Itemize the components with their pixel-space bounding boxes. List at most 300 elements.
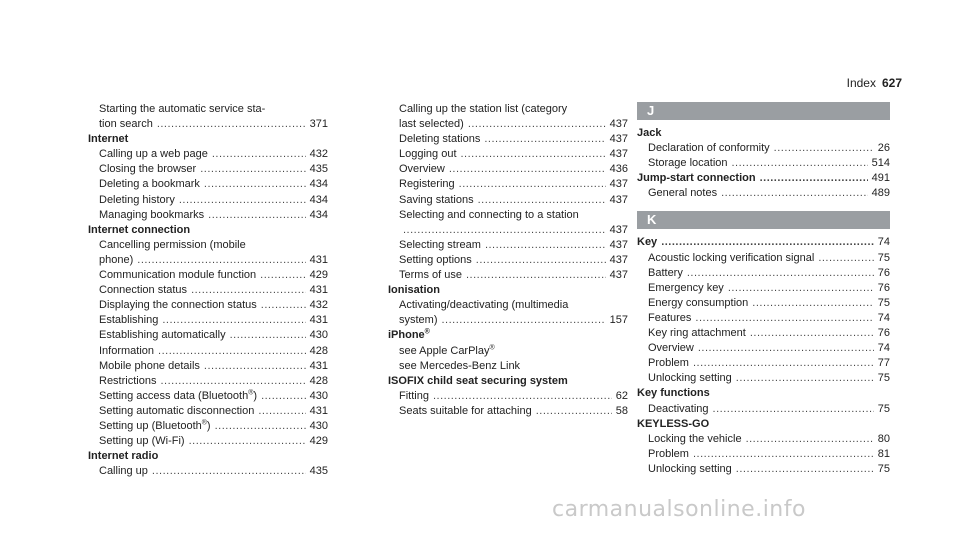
page-ref: 491: [871, 172, 890, 185]
entry-label: [99, 419, 211, 434]
page-ref: 431: [309, 404, 328, 417]
dot-leader: [158, 344, 306, 359]
index-entry: [388, 193, 628, 208]
index-entry: [637, 432, 890, 447]
entry-text: Displaying the connection status: [99, 299, 257, 312]
entry-label: [399, 268, 462, 283]
entry-text: see Apple CarPlay: [399, 344, 490, 357]
entry-text: Terms of use: [399, 269, 462, 282]
entry-text: Mobile phone details: [99, 359, 200, 372]
page-ref: 436: [609, 163, 628, 176]
index-heading: [388, 374, 628, 389]
page-ref: 74: [877, 311, 890, 324]
dot-leader: [204, 177, 306, 192]
entry-text: phone): [99, 253, 134, 266]
entry-text: ISOFIX child seat securing system: [388, 374, 568, 387]
page-ref: 437: [609, 133, 628, 146]
index-entry: [637, 341, 890, 356]
entry-text: Features: [648, 311, 692, 324]
dot-leader: [212, 147, 306, 162]
entry-text: Deleting a bookmark: [99, 178, 200, 191]
entry-label: [99, 464, 148, 479]
entry-label: [637, 235, 657, 250]
index-letter-bar: J: [637, 102, 890, 120]
dot-leader: [695, 311, 873, 326]
entry-label: [99, 177, 200, 192]
entry-label: [648, 447, 689, 462]
dot-leader: [774, 141, 874, 156]
index-entry: [88, 147, 328, 162]
dot-leader: [750, 326, 874, 341]
spacer: [637, 201, 890, 211]
entry-text: Unlocking setting: [648, 372, 732, 385]
entry-text: KEYLESS-GO: [637, 417, 710, 430]
entry-label: [399, 404, 532, 419]
page-ref: 437: [609, 253, 628, 266]
dot-leader: [230, 328, 306, 343]
index-heading: [88, 449, 328, 464]
index-entry: [88, 298, 328, 313]
entry-text: Selecting and connecting to a station: [399, 208, 579, 221]
page-ref: 428: [309, 374, 328, 387]
entry-text: Internet radio: [88, 450, 159, 463]
entry-label: [388, 374, 568, 389]
entry-label: [648, 356, 689, 371]
page-ref: 75: [877, 402, 890, 415]
entry-label: [88, 449, 158, 464]
index-entry: [637, 186, 890, 201]
entry-text: Seats suitable for attaching: [399, 404, 532, 417]
index-entry: [88, 464, 328, 479]
entry-text: Key ring attachment: [648, 327, 746, 340]
entry-label: [99, 389, 257, 404]
page-ref: 76: [877, 281, 890, 294]
index-entry: [88, 434, 328, 449]
dot-leader: [157, 117, 306, 132]
entry-text: Setting access data (Bluetooth: [99, 389, 249, 402]
entry-label: [648, 341, 694, 356]
entry-text: Key: [637, 236, 658, 249]
entry-text: Problem: [648, 447, 689, 460]
entry-label: [399, 102, 567, 117]
entry-text: Starting the automatic service sta-: [99, 103, 266, 115]
dot-leader: [191, 283, 306, 298]
entry-label: [648, 311, 691, 326]
index-heading: [637, 171, 890, 186]
entry-label: [399, 238, 481, 253]
index-entry: [388, 238, 628, 253]
page-ref: 75: [877, 251, 890, 264]
page-ref: 437: [609, 223, 628, 236]
entry-text: Communication module function: [99, 269, 257, 282]
index-entry: [88, 268, 328, 283]
entry-text: Connection status: [99, 284, 188, 297]
index-entry: [388, 147, 628, 162]
entry-text: Overview: [399, 163, 445, 176]
dot-leader: [261, 389, 306, 404]
entry-text: Setting up (Bluetooth: [99, 419, 202, 432]
entry-text: Managing bookmarks: [99, 208, 205, 221]
index-entry: [88, 389, 328, 404]
entry-label: [99, 298, 257, 313]
index-entry: [388, 389, 628, 404]
index-entry: [388, 253, 628, 268]
dot-leader: [208, 208, 305, 223]
page-ref: 434: [309, 178, 328, 191]
entry-label: [648, 266, 683, 281]
page-ref: 76: [877, 327, 890, 340]
index-entry: [637, 447, 890, 462]
entry-label: [399, 313, 438, 328]
entry-text: Setting options: [399, 253, 472, 266]
page-ref: 428: [309, 344, 328, 357]
entry-text: Internet connection: [88, 223, 191, 236]
entry-text: Establishing: [99, 314, 159, 327]
index-entry: [388, 268, 628, 283]
page-ref: 81: [877, 447, 890, 460]
dot-leader: [461, 147, 606, 162]
index-heading: [388, 283, 628, 298]
index-entry: [388, 162, 628, 177]
entry-label: [99, 359, 200, 374]
dot-leader: [693, 447, 874, 462]
entry-label: [648, 281, 724, 296]
page-ref: 431: [309, 314, 328, 327]
index-entry: [388, 298, 628, 313]
index-entry: [637, 281, 890, 296]
entry-label: [399, 117, 464, 132]
entry-label: [637, 126, 661, 141]
index-entry: [388, 117, 628, 132]
entry-text: Logging out: [399, 148, 457, 161]
dot-leader: [746, 432, 874, 447]
index-entry: [637, 371, 890, 386]
entry-label: [99, 434, 185, 449]
entry-label: [637, 171, 756, 186]
index-entry: [388, 404, 628, 419]
index-entry: [637, 296, 890, 311]
dot-leader: [466, 268, 606, 283]
page-header: [847, 76, 902, 90]
entry-label: [88, 223, 190, 238]
page-ref: 434: [309, 193, 328, 206]
index-column-3: [637, 102, 890, 477]
entry-label: [99, 344, 154, 359]
entry-label: [99, 238, 246, 253]
index-entry: [637, 141, 890, 156]
index-entry: [88, 238, 328, 253]
dot-leader: [713, 402, 874, 417]
registered-mark: ®: [489, 343, 495, 351]
dot-leader: [179, 193, 306, 208]
entry-text: General notes: [648, 187, 718, 200]
entry-label: [399, 298, 568, 313]
entry-label: [399, 193, 474, 208]
entry-label: [648, 462, 732, 477]
index-entry: [388, 359, 628, 374]
entry-label: [648, 296, 748, 311]
index-entry: [388, 208, 628, 223]
registered-mark: ®: [201, 419, 207, 427]
dot-leader: [736, 371, 874, 386]
page-ref: 489: [871, 187, 890, 200]
index-entry: [637, 356, 890, 371]
dot-leader: [818, 251, 873, 266]
entry-label: [99, 208, 204, 223]
page-ref: 431: [309, 359, 328, 372]
entry-text: Information: [99, 344, 155, 357]
entry-text: Restrictions: [99, 374, 157, 387]
page-ref: 75: [877, 296, 890, 309]
page-ref: 431: [309, 253, 328, 266]
index-entry: [637, 462, 890, 477]
entry-text: Fitting: [399, 389, 429, 402]
entry-label: [388, 283, 440, 298]
entry-text: Setting automatic disconnection: [99, 404, 255, 417]
registered-mark: ®: [424, 328, 430, 336]
dot-leader: [162, 313, 305, 328]
entry-text: tion search: [99, 118, 153, 131]
entry-label: [399, 147, 457, 162]
entry-label: [99, 253, 133, 268]
entry-text: Battery: [648, 266, 683, 279]
page-ref: 437: [609, 269, 628, 282]
index-heading: [637, 417, 890, 432]
entry-text: Energy consumption: [648, 296, 749, 309]
entry-text: Saving stations: [399, 193, 474, 206]
index-column-2: [388, 102, 628, 419]
page-ref: 371: [309, 118, 328, 131]
page-ref: 430: [309, 329, 328, 342]
entry-text-tail: ): [206, 419, 211, 432]
dot-leader: [693, 356, 874, 371]
entry-text: Acoustic locking verification signal: [648, 251, 815, 264]
index-column-1: [88, 102, 328, 479]
page-ref: 437: [609, 178, 628, 191]
index-entry: [88, 177, 328, 192]
entry-label: [99, 404, 254, 419]
entry-text: Calling up a web page: [99, 148, 208, 161]
entry-label: [99, 102, 265, 117]
index-entry: [388, 344, 628, 359]
dot-leader: [260, 268, 306, 283]
entry-label: [88, 132, 128, 147]
page-ref: 437: [609, 148, 628, 161]
index-entry: [88, 253, 328, 268]
entry-label: [399, 132, 480, 147]
page-ref: 429: [309, 269, 328, 282]
dot-leader: [449, 162, 606, 177]
entry-text-tail: ): [253, 389, 258, 402]
page-ref: 429: [309, 435, 328, 448]
page-ref: 434: [309, 208, 328, 221]
index-entry: [88, 102, 328, 117]
entry-label: [399, 344, 495, 359]
registered-mark: ®: [248, 389, 254, 397]
index-entry: [88, 193, 328, 208]
entry-label: [399, 253, 472, 268]
dot-leader: [721, 186, 868, 201]
entry-text: Jack: [637, 127, 662, 139]
page-ref: 157: [609, 314, 628, 327]
dot-leader: [736, 462, 874, 477]
index-heading: [637, 235, 890, 250]
entry-label: [399, 359, 520, 374]
entry-label: [99, 147, 208, 162]
index-entry: [388, 223, 628, 238]
index-heading: [88, 132, 328, 147]
entry-label: [99, 117, 153, 132]
entry-text: last selected): [399, 118, 464, 131]
index-entry: [88, 374, 328, 389]
index-entry: [388, 177, 628, 192]
entry-label: [648, 141, 770, 156]
entry-text: Declaration of conformity: [648, 142, 770, 155]
entry-text: Problem: [648, 357, 689, 370]
index-entry: [88, 117, 328, 132]
entry-text: Internet: [88, 133, 129, 146]
page-ref: 26: [877, 142, 890, 155]
page-ref: 430: [309, 389, 328, 402]
entry-text: Selecting stream: [399, 238, 481, 251]
page-ref: 435: [309, 465, 328, 478]
entry-text: Unlocking setting: [648, 462, 732, 475]
index-entry: [388, 102, 628, 117]
entry-text: Closing the browser: [99, 163, 197, 176]
entry-label: [99, 374, 156, 389]
dot-leader: [200, 162, 305, 177]
entry-label: [399, 162, 445, 177]
page-ref: 77: [877, 357, 890, 370]
index-entry: [88, 162, 328, 177]
dot-leader: [459, 177, 606, 192]
entry-text: Overview: [648, 342, 694, 355]
index-entry: [388, 313, 628, 328]
entry-text: Key functions: [637, 387, 710, 400]
dot-leader: [215, 419, 306, 434]
index-entry: [88, 419, 328, 434]
entry-label: [648, 326, 746, 341]
watermark: carmanualsonline.info: [552, 497, 806, 522]
page-ref: 75: [877, 462, 890, 475]
entry-label: [99, 268, 256, 283]
entry-text: Deleting history: [99, 193, 175, 206]
index-entry: [637, 251, 890, 266]
entry-text: Emergency key: [648, 281, 724, 294]
index-entry: [88, 208, 328, 223]
entry-label: [648, 156, 728, 171]
entry-text: Activating/deactivating (multimedia: [399, 299, 569, 312]
entry-label: [648, 402, 709, 417]
index-entry: [637, 402, 890, 417]
entry-text: Deactivating: [648, 402, 709, 415]
dot-leader: [433, 389, 612, 404]
index-entry: [88, 328, 328, 343]
dot-leader: [476, 253, 606, 268]
index-entry: [637, 156, 890, 171]
entry-text: iPhone: [388, 329, 425, 342]
page-ref: 80: [877, 432, 890, 445]
index-entry: [88, 283, 328, 298]
entry-text: Locking the vehicle: [648, 432, 742, 445]
dot-leader: [536, 404, 612, 419]
entry-text: Storage location: [648, 157, 728, 170]
entry-label: [648, 251, 814, 266]
dot-leader: [403, 223, 606, 238]
dot-leader: [728, 281, 874, 296]
entry-label: [399, 208, 579, 223]
entry-label: [637, 386, 710, 401]
entry-label: [399, 177, 455, 192]
entry-label: [648, 186, 717, 201]
index-entry: [88, 313, 328, 328]
entry-label: [99, 313, 158, 328]
entry-label: [648, 371, 732, 386]
entry-text: Calling up: [99, 465, 148, 478]
entry-label: [99, 193, 175, 208]
page-ref: 437: [609, 118, 628, 131]
dot-leader: [484, 132, 605, 147]
page-ref: 432: [309, 299, 328, 312]
dot-leader: [160, 374, 305, 389]
entry-text: system): [399, 314, 438, 327]
dot-leader: [442, 313, 606, 328]
index-entry: [637, 326, 890, 341]
page-ref: 514: [871, 157, 890, 170]
entry-text: Deleting stations: [399, 133, 481, 146]
entry-label: [99, 328, 226, 343]
entry-label: [399, 389, 429, 404]
entry-label: [648, 432, 742, 447]
dot-leader: [258, 404, 305, 419]
index-heading: [388, 328, 628, 343]
entry-text: Calling up the station list (category: [399, 103, 568, 115]
index-entry: [88, 404, 328, 419]
entry-text: Ionisation: [388, 284, 440, 297]
dot-leader: [478, 193, 606, 208]
index-entry: [388, 132, 628, 147]
dot-leader: [760, 171, 868, 186]
page-ref: 430: [309, 419, 328, 432]
dot-leader: [485, 238, 606, 253]
index-entry: [88, 344, 328, 359]
page-number: 627: [881, 76, 902, 90]
entry-text: Cancelling permission (mobile: [99, 238, 246, 251]
dot-leader: [204, 359, 306, 374]
dot-leader: [661, 235, 874, 250]
entry-text: Setting up (Wi-Fi): [99, 435, 185, 448]
index-heading: [637, 386, 890, 401]
page-ref: 76: [877, 266, 890, 279]
dot-leader: [732, 156, 868, 171]
page-ref: 437: [609, 238, 628, 251]
entry-label: [388, 328, 430, 343]
page-ref: 437: [609, 193, 628, 206]
dot-leader: [152, 464, 306, 479]
dot-leader: [261, 298, 306, 313]
entry-text: Establishing automatically: [99, 329, 226, 342]
index-entry: [637, 266, 890, 281]
entry-label: [637, 417, 709, 432]
dot-leader: [189, 434, 306, 449]
page-ref: 432: [309, 148, 328, 161]
page-ref: 74: [877, 342, 890, 355]
entry-text: Registering: [399, 178, 455, 191]
dot-leader: [752, 296, 873, 311]
index-letter-bar: K: [637, 211, 890, 229]
dot-leader: [698, 341, 874, 356]
dot-leader: [137, 253, 305, 268]
